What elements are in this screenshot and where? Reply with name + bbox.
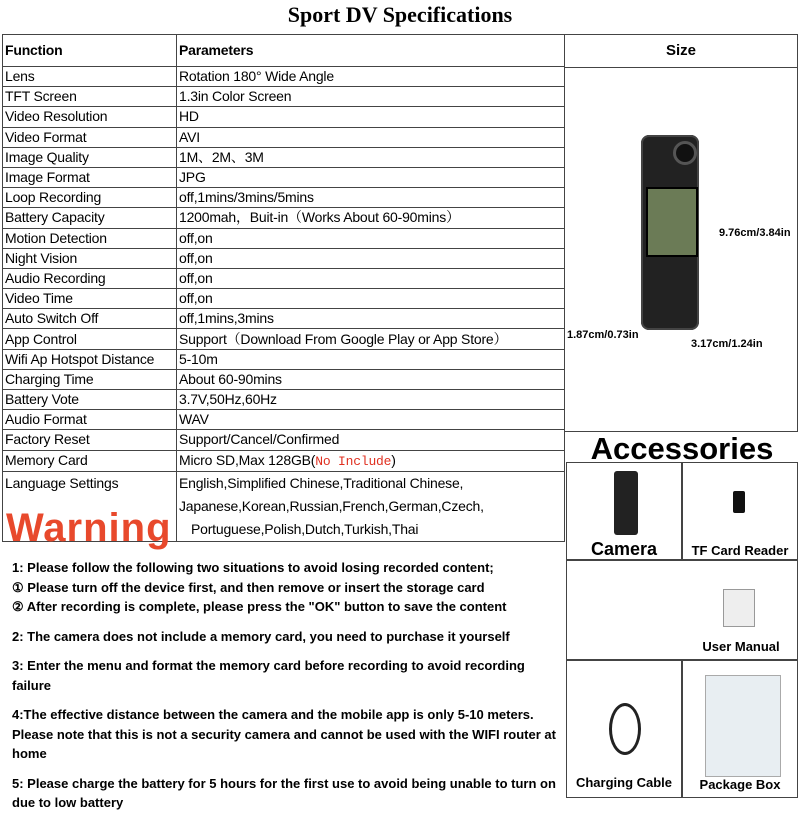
row-function: Battery Capacity bbox=[3, 208, 177, 228]
table-header-row bbox=[3, 35, 565, 67]
table-row bbox=[3, 67, 565, 87]
note-1a: ① Please turn off the device first, and then remove or insert the storage card bbox=[12, 579, 485, 595]
package-box-icon bbox=[705, 675, 781, 777]
row-function: Motion Detection bbox=[3, 228, 177, 248]
memory-card-value: Micro SD,Max 128GB( bbox=[179, 451, 316, 468]
table-row bbox=[3, 87, 565, 107]
row-function: Image Format bbox=[3, 167, 177, 187]
accessory-user-manual bbox=[566, 560, 798, 660]
row-function: App Control bbox=[3, 329, 177, 349]
row-parameter: off,on bbox=[177, 248, 565, 268]
note-1: 1: Please follow the following two situations to avoid losing recorded content; bbox=[12, 560, 494, 575]
accessory-tf-card-reader bbox=[682, 462, 798, 560]
table-row bbox=[3, 410, 565, 430]
note-2: 2: The camera does not include a memory card, you need to purchase it yourself bbox=[12, 628, 510, 644]
cable-icon bbox=[609, 703, 641, 755]
row-parameter: 5-10m bbox=[177, 349, 565, 369]
row-parameter: off,on bbox=[177, 228, 565, 248]
table-row bbox=[3, 107, 565, 127]
size-header: Size bbox=[565, 35, 797, 68]
row-parameter: 1M、2M、3M bbox=[177, 147, 565, 167]
row-parameter: 1200mah，Buit-in（Works About 60-90mins） bbox=[177, 208, 565, 228]
row-parameter: Rotation 180° Wide Angle bbox=[177, 67, 565, 87]
card-reader-icon bbox=[733, 491, 745, 513]
row-parameter: off,on bbox=[177, 289, 565, 309]
accessory-label-user-manual: User Manual bbox=[702, 639, 780, 654]
row-parameter: AVI bbox=[177, 127, 565, 147]
accessory-label-tf-card-reader: TF Card Reader bbox=[691, 543, 789, 558]
no-include-note: No Include bbox=[315, 453, 392, 469]
row-function: Video Time bbox=[3, 289, 177, 309]
note-5: 5: Please charge the battery for 5 hours for the first use to avoid being unable to turn on due to low battery bbox=[12, 775, 556, 810]
accessories-title: Accessories bbox=[590, 431, 774, 466]
table-row bbox=[3, 450, 565, 471]
note-4: 4:The effective distance between the camera and the mobile app is only 5-10 meters. Please note that this is not a security camera and cannot be used with the WIFI router at home bbox=[12, 707, 556, 761]
header-function: Function bbox=[3, 35, 177, 67]
row-function: Wifi Ap Hotspot Distance bbox=[3, 349, 177, 369]
camera-device-image bbox=[641, 135, 699, 330]
spec-body bbox=[3, 67, 565, 542]
accessory-charging-cable bbox=[566, 660, 682, 798]
row-parameter: HD bbox=[177, 107, 565, 127]
accessory-label-charging-cable: Charging Cable bbox=[575, 775, 673, 790]
row-parameter: WAV bbox=[177, 410, 565, 430]
table-row bbox=[3, 268, 565, 288]
row-function: Image Quality bbox=[3, 147, 177, 167]
page-title: Sport DV Specifications bbox=[287, 2, 513, 27]
accessory-camera bbox=[566, 462, 682, 560]
row-parameter: off,1mins,3mins bbox=[177, 309, 565, 329]
row-parameter: off,1mins/3mins/5mins bbox=[177, 188, 565, 208]
table-row bbox=[3, 390, 565, 410]
table-row bbox=[3, 369, 565, 389]
table-row bbox=[3, 188, 565, 208]
table-row bbox=[3, 309, 565, 329]
table-row bbox=[3, 147, 565, 167]
lens-icon bbox=[673, 141, 697, 165]
note-3: 3: Enter the menu and format the memory card before recording to avoid recording failure bbox=[12, 658, 525, 693]
table-row bbox=[3, 248, 565, 268]
row-function: Video Format bbox=[3, 127, 177, 147]
row-parameter bbox=[177, 450, 565, 471]
accessory-label-package-box: Package Box bbox=[699, 777, 781, 792]
row-function: Video Resolution bbox=[3, 107, 177, 127]
row-parameter: 3.7V,50Hz,60Hz bbox=[177, 390, 565, 410]
row-function: Memory Card bbox=[3, 450, 177, 471]
language-line-2: Japanese,Korean,Russian,French,German,Czech, bbox=[179, 497, 484, 514]
table-row bbox=[3, 430, 565, 450]
header-parameters: Parameters bbox=[177, 35, 565, 67]
warning-notes bbox=[12, 558, 562, 813]
row-function: Battery Vote bbox=[3, 390, 177, 410]
spec-table bbox=[2, 34, 565, 542]
table-row bbox=[3, 208, 565, 228]
table-row bbox=[3, 289, 565, 309]
note-1b: ② After recording is complete, please press the "OK" button to save the content bbox=[12, 599, 507, 614]
table-row bbox=[3, 127, 565, 147]
table-row bbox=[3, 167, 565, 187]
row-function: Loop Recording bbox=[3, 188, 177, 208]
accessory-label-camera: Camera bbox=[590, 539, 658, 559]
device-screen bbox=[646, 187, 698, 257]
row-parameter: Support/Cancel/Confirmed bbox=[177, 430, 565, 450]
row-function: Charging Time bbox=[3, 369, 177, 389]
row-parameter: JPG bbox=[177, 167, 565, 187]
camera-icon bbox=[614, 471, 638, 535]
table-row bbox=[3, 228, 565, 248]
warning-title: Warning bbox=[6, 506, 172, 550]
row-function: Lens bbox=[3, 67, 177, 87]
row-function: Night Vision bbox=[3, 248, 177, 268]
table-row bbox=[3, 349, 565, 369]
row-parameter: About 60-90mins bbox=[177, 369, 565, 389]
manual-icon bbox=[723, 589, 755, 627]
table-row bbox=[3, 329, 565, 349]
width-dimension: 3.17cm/1.24in bbox=[691, 338, 763, 350]
accessory-package-box bbox=[682, 660, 798, 798]
row-parameter: Support（Download From Google Play or App Store） bbox=[177, 329, 565, 349]
row-parameter: off,on bbox=[177, 268, 565, 288]
row-function: Factory Reset bbox=[3, 430, 177, 450]
accessories-grid bbox=[566, 462, 798, 798]
size-panel bbox=[564, 34, 798, 432]
row-function: Audio Recording bbox=[3, 268, 177, 288]
memory-card-close: ) bbox=[391, 451, 396, 468]
depth-dimension: 1.87cm/0.73in bbox=[567, 329, 639, 341]
row-parameter: 1.3in Color Screen bbox=[177, 87, 565, 107]
row-parameter bbox=[177, 471, 565, 541]
row-function: Audio Format bbox=[3, 410, 177, 430]
language-line-3: Portuguese,Polish,Dutch,Turkish,Thai bbox=[191, 520, 419, 537]
row-function: TFT Screen bbox=[3, 87, 177, 107]
row-function: Auto Switch Off bbox=[3, 309, 177, 329]
row-function: Language Settings bbox=[3, 471, 177, 541]
language-line-1: English,Simplified Chinese,Traditional Chinese, bbox=[179, 474, 464, 491]
height-dimension: 9.76cm/3.84in bbox=[719, 227, 791, 239]
